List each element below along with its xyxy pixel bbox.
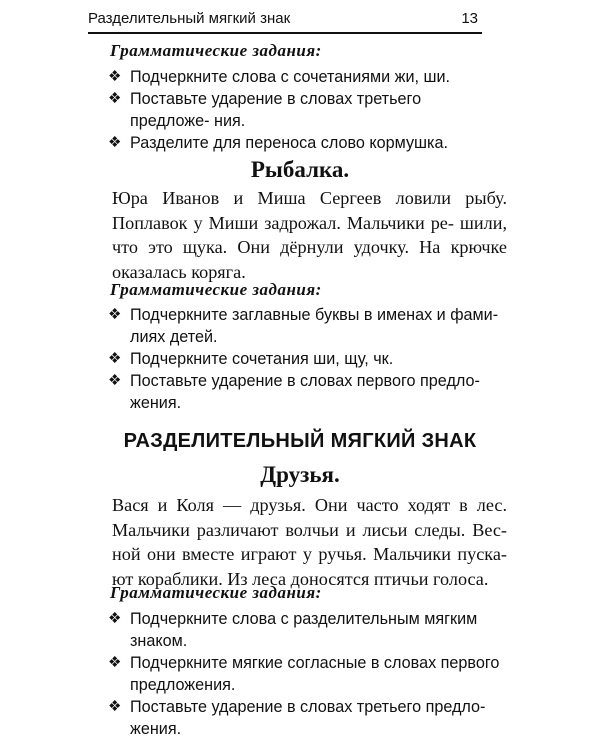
- task-heading-3: Грамматические задания:: [110, 583, 322, 602]
- task-item: ❖ Подчеркните слова с сочетаниями жи, ши.: [108, 68, 451, 86]
- story-title-1: Рыбалка.: [250, 157, 350, 182]
- story-text-2: Вася и Коля — друзья. Они часто ходят в лес. Мальчики различают волчьи и лисьи следы. Вес- ной они вместе играют у ручья. Мальчики пуска- ют кораблики. Из леса доносятся птичьи голоса.: [112, 495, 507, 589]
- task-list-1: [108, 66, 503, 154]
- diamond-bullet-icon: ❖: [108, 698, 122, 715]
- running-head-title: Разделительный мягкий знак: [88, 10, 291, 27]
- story-text-1: Юра Иванов и Миша Сергеев ловили рыбу. Поплавок у Миши задрожал. Мальчики ре- шили, что это щука. Они дёрнули удочку. На крючке оказалась коряга.: [112, 188, 507, 282]
- running-head: [88, 6, 482, 34]
- task-item: ❖ Поставьте ударение в словах третьего предло- жения.: [108, 698, 486, 738]
- task-heading-2: Грамматические задания:: [110, 280, 322, 299]
- diamond-bullet-icon: ❖: [108, 306, 122, 323]
- diamond-bullet-icon: ❖: [108, 90, 122, 107]
- task-item: ❖ Подчеркните сочетания ши, щу, чк.: [108, 350, 394, 368]
- page-number: 13: [461, 10, 478, 27]
- task-item: ❖ Поставьте ударение в словах третьего предложе- ния.: [108, 90, 422, 130]
- diamond-bullet-icon: ❖: [108, 134, 122, 151]
- diamond-bullet-icon: ❖: [108, 610, 122, 627]
- task-item: ❖ Подчеркните мягкие согласные в словах первого предложения.: [108, 654, 500, 694]
- task-item: ❖ Поставьте ударение в словах первого предло- жения.: [108, 372, 480, 412]
- diamond-bullet-icon: ❖: [108, 350, 122, 367]
- diamond-bullet-icon: ❖: [108, 68, 122, 85]
- task-item: ❖ Подчеркните заглавные буквы в именах и фами- лиях детей.: [108, 306, 499, 346]
- story-title-2: Друзья.: [260, 462, 340, 487]
- task-heading-1: Грамматические задания:: [110, 41, 322, 60]
- task-list-2: [108, 304, 503, 414]
- diamond-bullet-icon: ❖: [108, 654, 122, 671]
- task-item: ❖ Разделите для переноса слово кормушка.: [108, 134, 448, 152]
- task-list-3: [108, 608, 503, 740]
- task-item: ❖ Подчеркните слова с разделительным мягким знаком.: [108, 610, 478, 650]
- section-title: РАЗДЕЛИТЕЛЬНЫЙ МЯГКИЙ ЗНАК: [123, 430, 477, 452]
- diamond-bullet-icon: ❖: [108, 372, 122, 389]
